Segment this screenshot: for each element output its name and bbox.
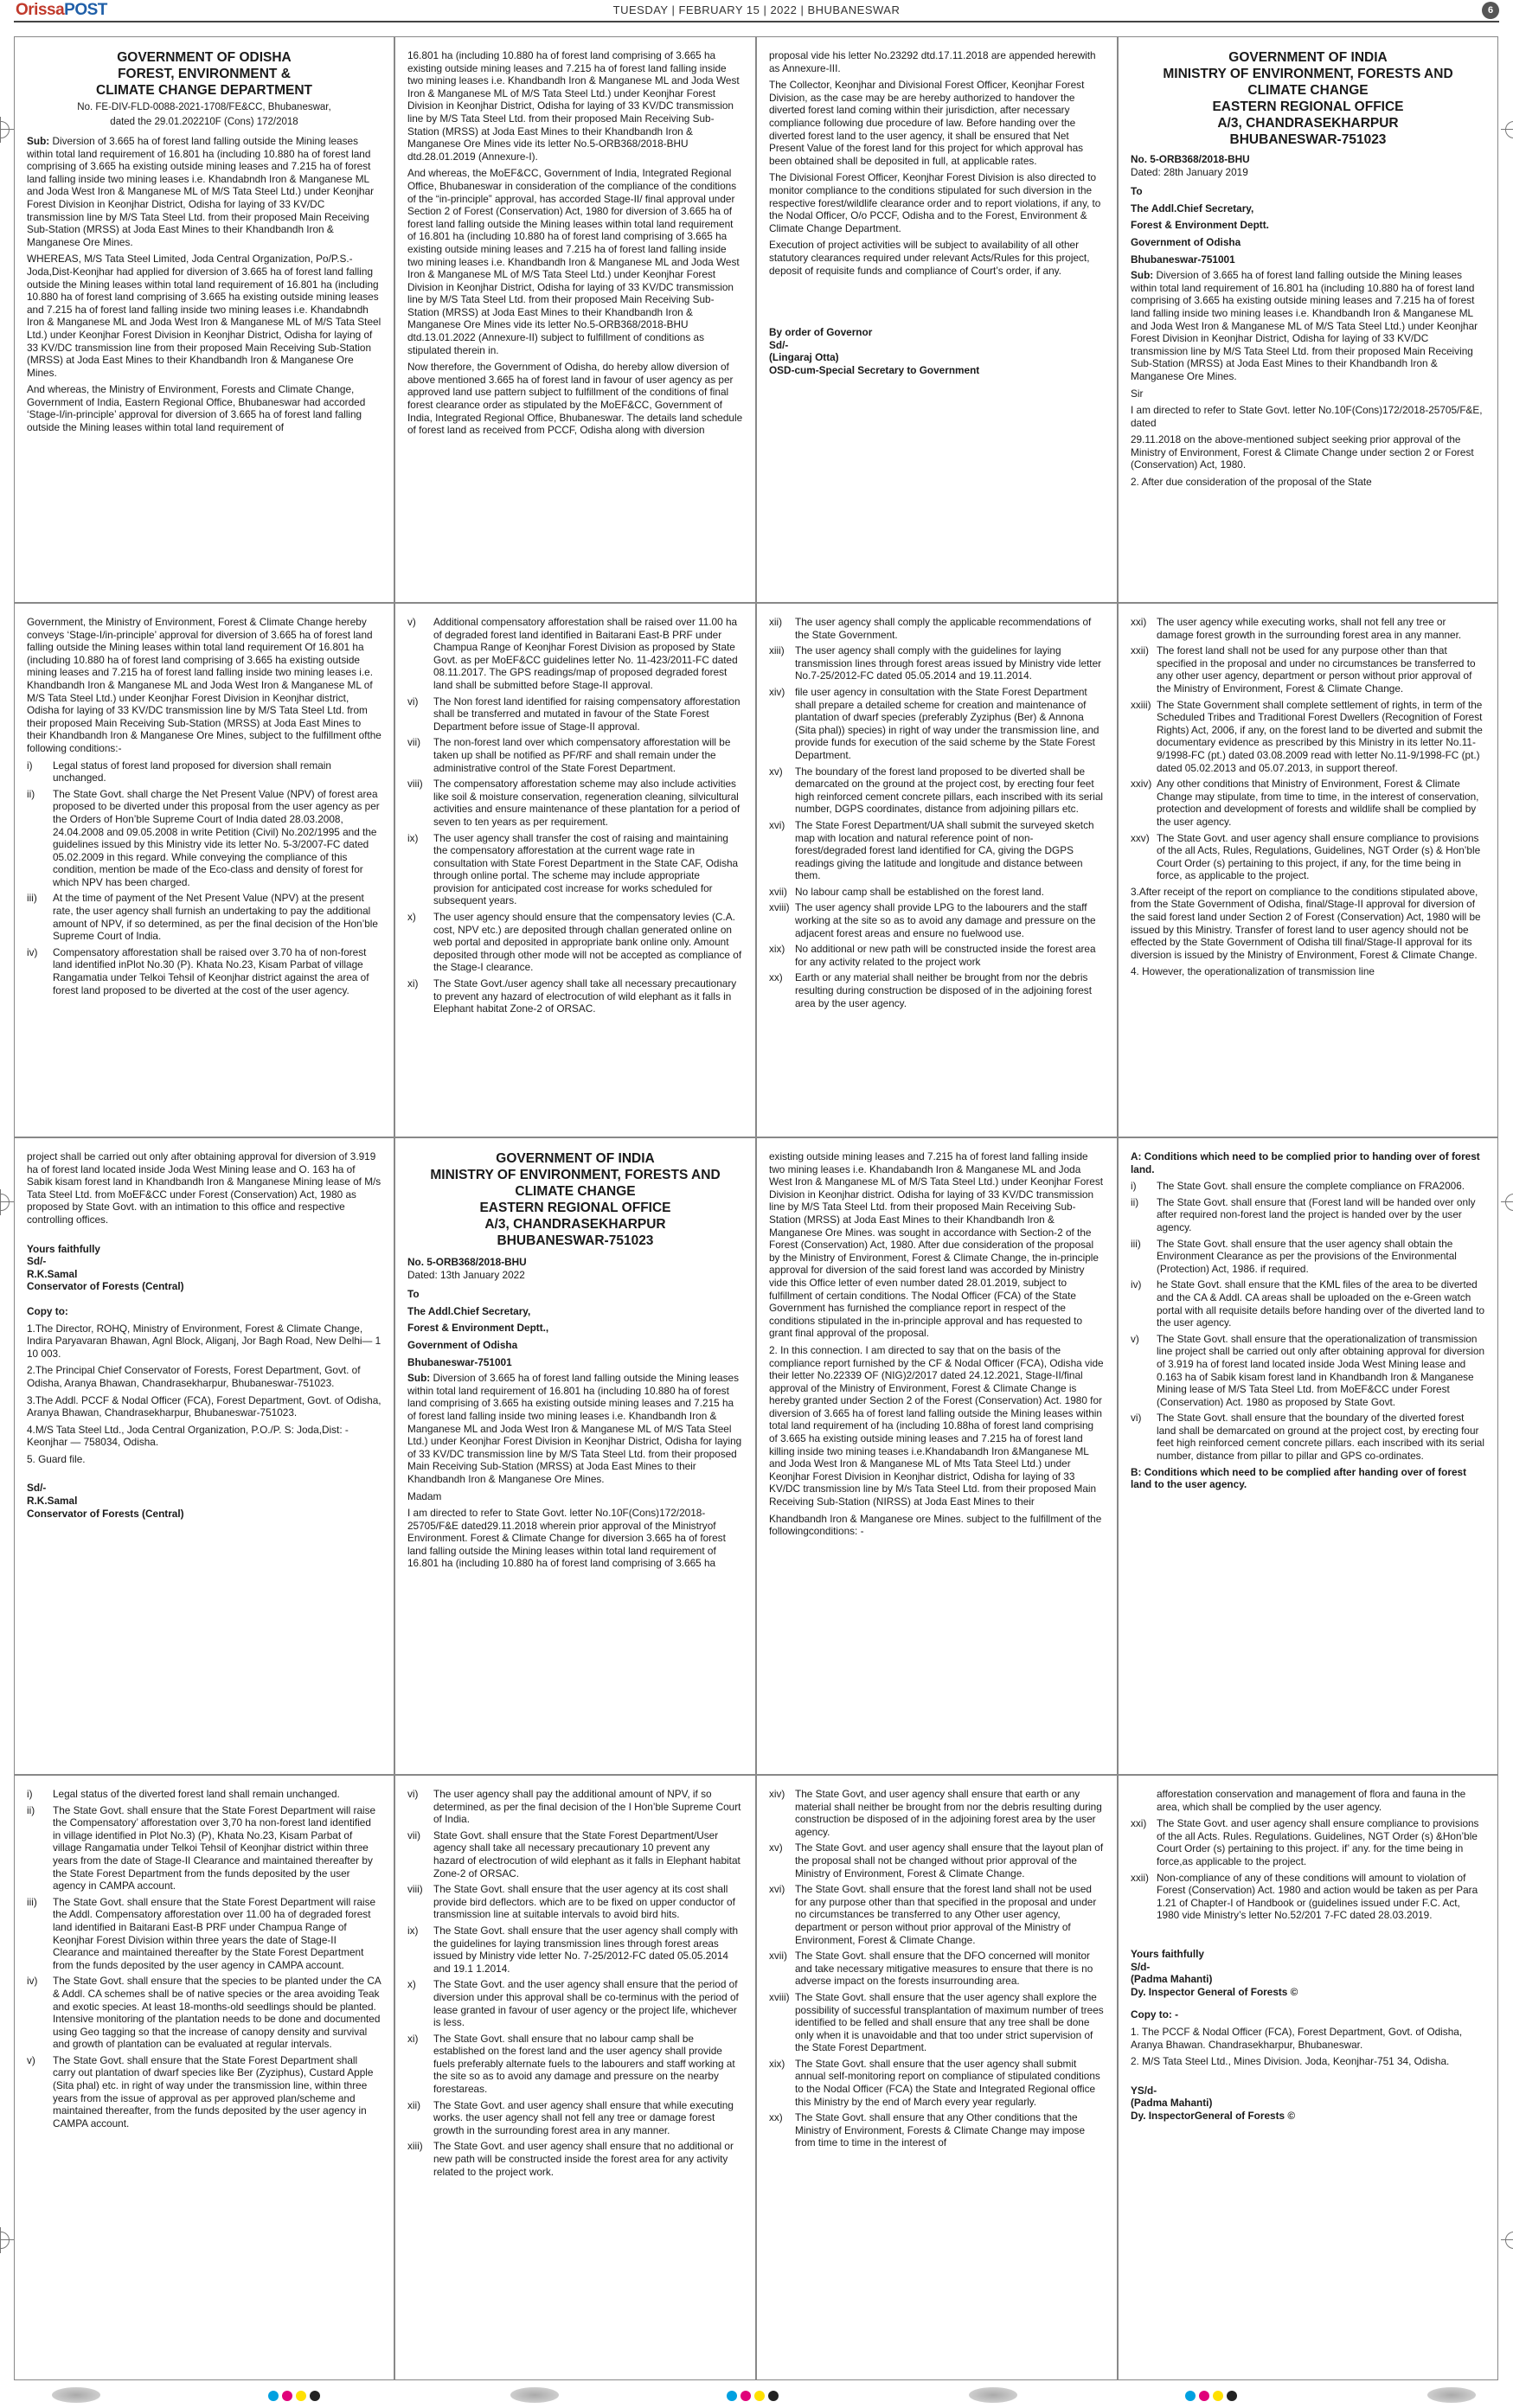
copy-item: 5. Guard file. [27, 1452, 86, 1465]
block4-para-1: I am directed to refer to State Govt. letter No.10F(Cons)172/2018-25705/F&E, dated [1131, 404, 1483, 429]
crop-mark-icon [0, 1194, 10, 1211]
magenta-dot-icon [1199, 2391, 1209, 2401]
letter-moef-2019-conditions [14, 603, 394, 1137]
block12-list [1131, 1180, 1485, 1462]
block8-para-2: 4. However, the operationalization of transmission line [1131, 965, 1375, 978]
list-item: iv) The State Govt. shall ensure that the species to be planted under the CA & Addl. CA schemes shall be of native species or the area avoiding Teak and exotic species. At least 18-months-old seedlings should be planted. Intensive monitoring of the plantation needs to be done and documented using Geo tagging so that the increase of canopy density and survival and growth of plantation can be evaluated at regular intervals. [27, 1975, 381, 2051]
list-item: iv) Compensatory afforestation shall be raised over 3.70 ha of non-forest land identified inPlot No.30 (P). Khata No.23, Kisam Parbat of village Rangamatia under Telkoi Tehsil of Keonjhar district against the area of forest land proposed to be diverted at the cost of the user agency. [27, 945, 369, 996]
crop-mark-icon [0, 121, 10, 138]
block3-para-2: The Collector, Keonjhar and Divisional Forest Officer, Keonjhar Forest Division, as the case may be are hereby authorized to handover the diverted forest land coming within their jurisdiction, after necessary compliance following due procedure of law. Before handing over the diverted forest land to the user agency, it shall be ensured that Net Present Value of the forest land for this project for which approval has been obtained shall be deposited in full, at applicable rates. [769, 79, 1085, 167]
letter-moef-2022-conditions-b2 [394, 1775, 756, 2380]
copy-to-label: Copy to: - [1131, 2008, 1179, 2021]
black-dot-icon [1227, 2391, 1237, 2401]
masthead-rule [14, 21, 1499, 22]
block16-list [1131, 1817, 1485, 1922]
letter-moef-2022-conditions-b3 [756, 1775, 1118, 2380]
list-item: xxii) The forest land shall not be used for any purpose other than that specified in the proposal and under no circumstances be transferred to any other user agency, department or person without prior approval of the Ministry of Environment, Forest & Climate Change. [1131, 644, 1476, 695]
list-item: ii) The State Govt. shall charge the Net Present Value (NPV) of forest area proposed to be diverted under this proposal from the user agency as per the Orders of Hon’ble Supreme Court of India dated 28.03.2008, 24.04.2008 and 09.05.2008 in write Petition (Civil) No.202/1995 and the guidelines issued by this Ministry vide its letter No. 5-3/2007-FC dated 05.02.2009 in this regard. While conveying the compliance of this condition, mention be made of the Eco-class and density of forest for which NPV has been charged. [27, 787, 380, 888]
yellow-dot-icon [754, 2391, 765, 2401]
list-item: xii) The State Govt. and user agency shall ensure that while executing works. the user agency shall not fell any tree or damage forest growth in the surrounding forest area in any manner. [407, 2098, 734, 2136]
black-dot-icon [768, 2391, 779, 2401]
list-item: x) The user agency should ensure that the compensatory levies (C.A. cost, NPV etc.) are deposited through challan generated online on web portal and deposited in appropriate bank online only. Amount deposited through other mode will not be accepted as compliance of the Stage-I clearance. [407, 911, 742, 974]
magenta-dot-icon [740, 2391, 751, 2401]
list-item: xv) The State Govt. and user agency shall ensure that the layout plan of the proposal shall not be changed without prior approval of the Ministry of Environment, Forest & Climate Change. [769, 1841, 1104, 1880]
cyan-dot-icon [727, 2391, 737, 2401]
list-item: xvii) The State Govt. shall ensure that the DFO concerned will monitor and take necessary mitigative measures to ensure that there is no adverse impact on the forests insurrounding area. [769, 1950, 1093, 1988]
copy-item: 4.M/S Tata Steel Ltd., Joda Central Organization, P.O./P. S: Joda,Dist: -Keonjhar — 758034, Odisha. [27, 1423, 349, 1449]
masthead [0, 0, 1513, 22]
list-item: xxii) Non-compliance of any of these conditions will amount to violation of Forest (Conservation) Act. 1980 and action would be taken as per Para 1.21 of Chapter-I of Handbook or (guidelines issued under F.C. Act, 1980 vide Ministry’s letter No.52/201 7-FC dated 28.03.2019. [1131, 1871, 1478, 1922]
copy-item: 1. The PCCF & Nodal Officer (FCA), Forest Department, Govt. of Odisha, Aranya Bhawan. Chandrasekharpur, Bhubaneswar. [1131, 2025, 1463, 2051]
black-dot-icon [310, 2391, 320, 2401]
list-item: viii) The compensatory afforestation scheme may also include activities like soil & moisture conservation, regeneration cleaning, silvicultural activities and ensure maintenance of these plantation for a period of seven to ten years as per requirement. [407, 778, 740, 828]
list-item: xviii) The user agency shall provide LPG to the labourers and the staff working at the site so as to avoid any damage and pressure on the adjacent forest areas and ensure no fuelwood use. [769, 901, 1096, 939]
crop-mark-icon [1505, 2232, 1513, 2249]
list-item: xxi) The State Govt. and user agency shall ensure compliance to provisions of the all Acts. Rules. Regulations. Guidelines, NGT Order (s) &Hon’ble Court Order (s) pertaining to this project. if’ any. for the time being in force,as applicable to the project. [1131, 1817, 1479, 1867]
list-item: vii) The non-forest land over which compensatory afforestation will be taken up shall be notified as PF/RF and shall remain under the administrative control of the State Forest Department. [407, 736, 731, 774]
list-item: ix) The State Govt. shall ensure that the user agency shall comply with the guidelines for laying transmission lines through forest areas issued by Ministry vide letter No. 7-25/2012-FC dated 05.05.2014 and 19.1 1.2014. [407, 1924, 739, 1975]
list-item: xix) No additional or new path will be constructed inside the forest area for any activity related to the project work [769, 943, 1096, 968]
list-item: xvi) The State Govt. shall ensure that the forest land shall not be used for any purpose other than that specified in the proposal and under no circumstances be transferred to any Other user agency, department or person without prior approval of the Ministry of Environment, Forest & Climate Change. [769, 1883, 1097, 1946]
letter-moef-2019-signoff: project shall be carried out only after obtaining approval for diversion of 3.919 ha of forest land located inside Joda West Mining lease and O. 163 ha of Sabik kisam forest land in Khandbandh Iron & Manganese Mining lease of M/s Tata Steel Ltd. from MoEF&CC under Forest (Conservation) Act, 1980 as proposed by State Govt. with an intimation to this office and respective controlling offices. Yours faithfully Sd/- R.K.Samal Conservator of Forests (Central) Copy to: 1.The Director, ROHQ, Ministry of Environment, Forest & Climate Change, Indira Paryavaran Bhawan, Agnl Block, Aliganj, Jor Bagh Road, New Delhi— 1 10 003. 2.The Principal Chief Conservator of Forests, Forest Department, Govt. of Odisha, Aranya Bhawan, Chandrasekharpur, Bhubaneswar-751023. 3.The Addl. PCCF & Nodal Officer (FCA), Forest Department, Govt. of Odisha, Aranya Bhawan, Chandrasekharpur, Bhubaneswar-751023. 4.M/S Tata Steel Ltd., Joda Central Organization, P.O./P. S: Joda,Dist: -Keonjhar — 758034, Odisha. 5. Guard file. Sd/- R.K.Samal Conservator of Forests (Central) [14, 1137, 394, 1775]
letter-moef-2022-conditions-a [1118, 1137, 1498, 1775]
block1-para-2: And whereas, the Ministry of Environment, Forests and Climate Change, Government of India, Eastern Regional Office, Bhubaneswar had accorded ‘Stage-I/in-principle’ approval for diversion of 3.665 ha of forest land falling outside the Mining leases within total land requirement of [27, 383, 366, 434]
letter-moef-2022-cont [756, 1137, 1118, 1775]
signature-line: By order of Governor [769, 326, 873, 339]
list-item: xxiv) Any other conditions that Ministry of Environment, Forest & Climate Change may stipulate, from time to time, in the interest of conservation, protection and development of forests and wildlife shall be complied by the user agency. [1131, 778, 1479, 828]
list-item: iii) The State Govt. shall ensure that the user agency shall obtain the Environment Clearance as per the provisions of the Environmental (Protection) Act, 1986. if required. [1131, 1237, 1457, 1275]
block1-ref-dated: dated the 29.01.202210F (Cons) 172/2018 [110, 117, 298, 127]
block16-para-1: afforestation conservation and management of flora and fauna in the area, which shall be complied by the user agency. [1157, 1788, 1466, 1813]
block9-para-1: project shall be carried out only after obtaining approval for diversion of 3.919 ha of forest land located inside Joda West Mining lease and O. 163 ha of Sabik kisam forest land in Khandbandh Iron & Manganese Mining lease of M/s Tata Steel Ltd. from MoEF&CC under Forest (Conservation) Act, 1980 as proposed by State Govt. with an intimation to this office and respective controlling offices. [27, 1150, 381, 1226]
list-item: xx) Earth or any material shall neither be brought from nor the debris resulting during construction be disposed of in the adjoining forest area by the user agency. [769, 971, 1092, 1009]
crop-mark-icon [1505, 1194, 1513, 1211]
block1-heading: GOVERNMENT OF ODISHA FOREST, ENVIRONMENT & CLIMATE CHANGE DEPARTMENT [96, 50, 312, 98]
block7-list [769, 616, 1105, 1009]
signature-line: OSD-cum-Special Secretary to Government [769, 363, 980, 376]
notice-odisha-order-end [756, 36, 1118, 603]
cyan-dot-icon [1185, 2391, 1196, 2401]
list-item: xix) The State Govt. shall ensure that the user agency shall submit annual self-monitoring report on compliance of stipulated conditions to the Nodal Officer (FCA) the State and Integrated Regional office this Ministry by the end of March every year regularly. [769, 2057, 1100, 2108]
list-item: xii) The user agency shall comply the applicable recommendations of the State Government. [769, 616, 1092, 641]
block8-para-1: 3.After receipt of the report on compliance to the conditions stipulated above, from the State Government of Odisha, final/Stage-II approval for diversion of the said forest land under Section 2 of Forest (Conservation) Act, 1980 will be issued by this Ministry. Transfer of forest land to user agency should not be effected by the State Government of Odisha till final/Stage-II approval for its diversion is issued by the Ministry of Environment, Forest & Climate Change. [1131, 885, 1481, 961]
copy-item: 1.The Director, ROHQ, Ministry of Environment, Forest & Climate Change, Indira Paryavaran Bhawan, Agnl Block, Aliganj, Jor Bagh Road, New Delhi— 1 10 003. [27, 1322, 381, 1360]
signature-line: (Lingaraj Otta) [769, 351, 839, 364]
block10-heading: GOVERNMENT OF INDIA MINISTRY OF ENVIRONMENT, FORESTS AND CLIMATE CHANGE EASTERN REGIONAL OFFICE A/3, CHANDRASEKHARPUR BHUBANESWAR-751023 [430, 1151, 721, 1248]
list-item: vi) The State Govt. shall ensure that the boundary of the diverted forest land shall be demarcated on ground at the project cost, by erecting four feet high reinforced cement concrete pillars. each inscribed with its serial number, distance from pillar to pillar and GPS co-ordinates. [1131, 1412, 1484, 1463]
list-item: xi) The State Govt./user agency shall take all necessary precautionary to prevent any hazard of electrocution of wild elephant as it falls in Elephant habitat Zone-2 of ORSAC. [407, 977, 737, 1015]
crop-mark-icon [0, 2232, 10, 2249]
yellow-dot-icon [1213, 2391, 1223, 2401]
list-item: iii) At the time of payment of the Net Present Value (NPV) at the present rate, the user agency shall furnish an undertaking to pay the additional amount of NPV, if so determined, as per the final decision of the Hon’ble Supreme Court of India. [27, 892, 378, 943]
list-item: vi) The Non forest land identified for raising compensatory afforestation shall be transferred and mutated in favour of the State Forest Department before issue of Stage-II approval. [407, 695, 740, 733]
section-b-heading: B: Conditions which need to be complied after handing over of forest land to the user agency. [1131, 1465, 1467, 1491]
block1-ref: No. FE-DIV-FLD-0088-2021-1708/FE&CC, Bhubaneswar, [77, 102, 331, 112]
list-item: xx) The State Govt. shall ensure that any Other conditions that the Ministry of Environment, Forests & Climate Change may impose from time to time in the interest of [769, 2111, 1086, 2149]
newspaper-logo: OrissaPOST [16, 1, 107, 19]
letter-moef-2022: GOVERNMENT OF INDIA MINISTRY OF ENVIRONMENT, FORESTS AND CLIMATE CHANGE EASTERN REGIONAL OFFICE A/3, CHANDRASEKHARPUR BHUBANESWAR-751023 No. 5-ORB368/2018-BHU Dated: 13th January 2022 To The Addl.Chief Secretary, Forest & Environment Deptt., Government of Odisha Bhubaneswar-751001 Sub: Diversion of 3.665 ha of forest land falling outside the Mining leases within total land requirement of 16.801 ha (including 10.880 ha of forest land comprising of 3.665 ha existing outside mining leases and 7.215 ha of forest land falling inside two mining leases i.e. Khandbandh Iron & Manganese ML and Joda West Iron & Manganese ML of M/S Tata Steel Ltd.) under Keonjhar Forest Division in Keonjhar District, Odisha for laying of 33 KV/DC transmission line by M/S Tata Steel Ltd. from their proposed Main Receiving Sub-Station (MRSS) at Joda East Mines to their Khandbandh Iron & Manganese Ore Mines. Madam I am directed to refer to State Govt. letter No.10F(Cons)172/2018-25705/F&E dated29.11.2018 wherein prior approval of the Ministryof Environment. Forest & Climate Change for diversion 3.665 ha of forest land falling outside the Mining leases within total land requirement of 16.801 ha (including 10.880 ha of forest land comprising of 3.665 ha [394, 1137, 756, 1775]
block4-para-3: 2. After due consideration of the proposal of the State [1131, 476, 1372, 489]
block4-ref: No. 5-ORB368/2018-BHU [1131, 153, 1250, 165]
registration-oval-icon [52, 2387, 100, 2403]
list-item: xiv) The State Govt, and user agency shall ensure that earth or any material shall neither be brought from nor the debris resulting during construction be disposed of in the adjoining forest area by the user agency. [769, 1788, 1102, 1838]
block8-list [1131, 616, 1485, 882]
list-item: xxi) The user agency while executing works, shall not fell any tree or damage forest growth in the surrounding forest area in any manner. [1131, 616, 1462, 641]
block6-list [407, 616, 743, 1015]
list-item: viii) The State Govt. shall ensure that the user agency at its cost shall provide bird deflectors. which are to be fixed on upper conductor of transmission line at suitable intervals to avoid bird hits. [407, 1883, 735, 1921]
list-item: xi) The State Govt. shall ensure that no labour camp shall be established on the forest land and the user agency shall provide fuels preferably alternate fuels to the labourers and staff working at the site so as to avoid any damage and pressure on the nearby forestareas. [407, 2032, 735, 2096]
list-item: i) Legal status of the diverted forest land shall remain unchanged. [27, 1788, 340, 1800]
block5-para-1: Government, the Ministry of Environment, Forest & Climate Change hereby conveys ‘Stage-I/in-principle’ approval for diversion of 3.665 ha of forest land falling outside the Mining leases within total land requirement Of 16.801 ha (including 10.880 ha of forest land comprising of 3.665 ha existing outside mining leases and 7.215 ha of forest land falling inside two mining leases i.e. Khandbandh Iron & Manganese ML and Joda West Iron & Manganese ML of M/S Tata Steel Ltd.) under Keonjhar Forest Division in Keonjhar district, Odisha for laying of 33 KV/DC transmission line by M/S Tata Steel Ltd. from their proposed Main Receiving Sub-Station (MRSS) at Joda East Mines to their Khandbandh Iron & Manganese Ore Mines, subject to the fulfillment ofthe following conditions:- [27, 616, 381, 754]
registration-oval-icon [969, 2387, 1017, 2403]
section-a-heading: A: Conditions which need to be complied prior to handing over of forest land. [1131, 1150, 1480, 1175]
copy-item: 2. M/S Tata Steel Ltd., Mines Division. Joda, Keonjhar-751 34, Odisha. [1131, 2055, 1450, 2068]
list-item: xviii) The State Govt. shall ensure that the user agency shall explore the possibility of successful transplantation of maximum number of trees identified to be felled and shall ensure that any tree shall be done only when it is unavoidable and that too under strict supervision of the State Forest Department. [769, 1990, 1104, 2054]
letter-moef-2022-conditions-b1 [14, 1775, 394, 2380]
block5-list [27, 759, 381, 997]
letter-moef-2022-signoff: afforestation conservation and management of flora and fauna in the area, which shall be complied by the user agency. xxi) The State Govt. and user agency shall ensure compliance to provisions of the all Acts. Rules. Regulations. Guidelines, NGT Order (s) &Hon’ble Court Order (s) pertaining to this project. if’ any. for the time being in force,as applicable to the project. xxii) Non-compliance of any of these conditions will amount to violation of Forest (Conservation) Act. 1980 and action would be taken as per Para 1.21 of Chapter-I of Handbook or (guidelines issued under F.C. Act, 1980 vide Ministry’s letter No.52/201 7-FC dated 28.03.2019. Yours faithfully S/d- (Padma Mahanti) Dy. Inspector General of Forests © Copy to: - 1. The PCCF & Nodal Officer (FCA), Forest Department, Govt. of Odisha, Aranya Bhawan. Chandrasekharpur, Bhubaneswar. 2. M/S Tata Steel Ltd., Mines Division. Joda, Keonjhar-751 34, Odisha. YS/d- (Padma Mahanti) Dy. InspectorGeneral of Forests © [1118, 1775, 1498, 2380]
signature-line: Sd/- [769, 338, 789, 351]
block3-para-1: proposal vide his letter No.23292 dtd.17.11.2018 are appended herewith as Annexure-III. [769, 49, 1096, 74]
list-item: ii) The State Govt. shall ensure that (Forest land will be handed over only after required non-forest land the project is handed over by the user agency. [1131, 1195, 1476, 1233]
letter-moef-2019-conditions-3 [756, 603, 1118, 1137]
block4-subject: Sub: Diversion of 3.665 ha of forest land falling outside the Mining leases within total land requirement of 16.801 ha (including 10.880 ha of forest land comprising of 3.665 ha existing outside mining leases and 7.215 ha of forest land falling inside two mining leases i.e. Khandbandh Iron & Manganese ML and Joda West Iron & Manganese ML of M/S Tata Steel Ltd.) under Keonjhar Forest Division in Keonjhar District, Odisha for laying of 33 KV/DC transmission line by M/S Tata Steel Ltd. from their proposed Main Receiving Sub-Station (MRSS) at Joda East Mines to their Khandbandh Iron & Manganese Ore Mines. [1131, 269, 1478, 382]
list-item: v) The State Govt. shall ensure that the operationalization of transmission line project shall be carried out only after obtaining approval for diversion of 3.919 ha of forest land located inside Joda West Mining lease and 0.163 ha of Sabik kisam forest land in Khandbandh Iron & Manganese Mining lease of M/S Tata Steel Ltd. from MoEF&CC under Forest (Conservation) Act. 1980 as proposed by State Govt. [1131, 1332, 1485, 1408]
print-registration-marks [0, 2382, 1513, 2408]
block3-para-4: Execution of project activities will be subject to availability of all other statutory clearances required under relevant Acts/Rules for this project, deposit of requisite funds and compliance of Court’s order, if any. [769, 239, 1090, 277]
block10-para-1: I am directed to refer to State Govt. letter No.10F(Cons)172/2018-25705/F&E dated29.11.2018 wherein prior approval of the Ministryof Environment. Forest & Climate Change for diversion 3.665 ha of forest land falling outside the Mining leases within total land requirement of 16.801 ha (including 10.880 ha of forest land comprising of 3.665 ha [407, 1507, 726, 1570]
list-item: xiii) The user agency shall comply with the guidelines for laying transmission lines through forest areas issued by Ministry vide letter No.7-25/2012-FC dated 05.05.2014 and 19.11.2014. [769, 644, 1102, 682]
block10-subject: Sub: Diversion of 3.665 ha of forest land falling outside the Mining leases within total land requirement of 16.801 ha (including 10.880 ha of forest land comprising of 3.665 ha existing outside mining leases and 7.215 ha of forest land falling inside two mining leases i.e. Khandbandh Iron & Manganese ML and Joda West Iron & Manganese ML of M/S Tata Steel Ltd.) under Keonjhar Forest Division in Keonjhar District, Odisha for laying of 33 KV/DC transmission line by M/S Tata Steel Ltd. from their proposed Main Receiving Sub-Station (MRSS) at Joda East Mines to their Khandbandh Iron & Manganese Ore Mines. [407, 1372, 742, 1485]
list-item: xxiii) The State Government shall complete settlement of rights, in term of the Scheduled Tribes and Traditional Forest Dwellers (Recognition of Forest Rights) Act, 2006, if any, on the forest land to be diverted and submit the documentary evidence as prescribed by this Ministry in its letter No.11-9/1998-FC (pt.) dated 03.08.2009 read with letter No.11-9/1998-FC (pt.) dated 05.02.2013 and 05.07.2013, in support thereof. [1131, 698, 1483, 774]
list-item: x) The State Govt. and the user agency shall ensure that the period of diversion under this approval shall be co-terminus with the period of lease granted in favour of user agency or the project life, whichever is less. [407, 1978, 739, 2029]
crop-mark-icon [1505, 121, 1513, 138]
list-item: v) The State Govt. shall ensure that the State Forest Department shall carry out plantation of dwarf species like Ber (Zyziphus), Custard Apple (Sita phal) etc. in right of way under the transmission line, within three years from the issue of approval as per approved plan/scheme and maintained thereafter, from the funds deposited by the user agency in CAMPA account. [27, 2053, 374, 2129]
list-item: i) The State Govt. shall ensure the complete compliance on FRA2006. [1131, 1180, 1465, 1193]
block2-para-3: Now therefore, the Government of Odisha, do hereby allow diversion of above mentioned 3.665 ha of forest land in favour of user agency as per approved land use pattern subject to fulfillment of the conditions of final forest clearance order as stipulated by the MoEF&CC, Government of India, Integrated Regional Office, Bhubaneswar. The details land schedule of forest land as received from PCCF, Odisha along with diversion [407, 361, 743, 437]
list-item: i) Legal status of forest land proposed for diversion shall remain unchanged. [27, 759, 331, 785]
copy-to-label: Copy to: [27, 1304, 68, 1317]
list-item: iv) he State Govt. shall ensure that the KML files of the area to be diverted and the CA & Addl. CA areas shall be uploaded on the e-Green watch portal with all requisite details before handing over of the diverted land to the user agency. [1131, 1278, 1485, 1329]
list-item: xvi) The State Forest Department/UA shall submit the surveyed sketch map with location and natural reference point of non-forest/degraded forest land identified for CA, giving the DGPS readings giving the latitude and longitude and distance between them. [769, 818, 1094, 882]
block11-para-2: 2. In this connection. I am directed to say that on the basis of the compliance report furnished by the CF & Nodal Officer (FCA), Odisha vide their letter No.22339 OF (NIG)2/2017 dated 24.12.2021, Stage-II/final approval of the Ministry of Environment, Forest & Climate Change is hereby granted under Section 2 of the Forest (Conservation) Act. 1980 for diversion of 3.665 ha of forest land falling outside the Mining leases within total land requirement of ha (including 10.88ha of forest land comprising of 3.665 ha existing outside mining leases and 7.215 ha of forest land killing inside two mining teases i.e.Khandabandh Iron &Manganese ML and Joda West Iron & Manganese ML of Mts Tata Steel Ltd.) under Keonjhar Forest Division in Keonjhar district, Odisha for laying of 33 KV/DC transmission line by M/s Tata Steel Ltd. from their proposed Main Receiving Sub-Station (NIRSS) at Joda East Mines to their [769, 1343, 1104, 1508]
list-item: vi) The user agency shall pay the additional amount of NPV, if so determined, as per the final decision of the I Hon’ble Supreme Court of India. [407, 1788, 741, 1826]
letter-moef-2019: GOVERNMENT OF INDIA MINISTRY OF ENVIRONMENT, FORESTS AND CLIMATE CHANGE EASTERN REGIONAL OFFICE A/3, CHANDRASEKHARPUR BHUBANESWAR-751023 No. 5-ORB368/2018-BHU Dated: 28th January 2019 To The Addl.Chief Secretary, Forest & Environment Deptt. Government of Odisha Bhubaneswar-751001 Sub: Diversion of 3.665 ha of forest land falling outside the Mining leases within total land requirement of 16.801 ha (including 10.880 ha of forest land comprising of 3.665 ha existing outside mining leases and 7.215 ha of forest land falling inside two mining leases i.e. Khandbandh Iron & Manganese ML and Joda West Iron & Manganese ML of M/S Tata Steel Ltd.) under Keonjhar Forest Division in Keonjhar District, Odisha for laying of 33 KV/DC transmission line by M/S Tata Steel Ltd. from their proposed Main Receiving Sub-Station (MRSS) at Joda East Mines to their Khandbandh Iron & Manganese Ore Mines. Sir I am directed to refer to State Govt. letter No.10F(Cons)172/2018-25705/F&E, dated 29.11.2018 on the above-mentioned subject seeking prior approval of the Ministry of Environment, Forest & Climate Change under section 2 or Forest (Conservation) Act, 1980. 2. After due consideration of the proposal of the State [1118, 36, 1498, 603]
list-item: vii) State Govt. shall ensure that the State Forest Department/User agency shall take all necessary precautionary 10 prevent any hazard of electrocution of wild elephant as it falls in Elephant habitat Zone-2 of ORSAC. [407, 1828, 740, 1880]
list-item: xxv) The State Govt. and user agency shall ensure compliance to provisions of the all Acts, Rules, Regulations, Guidelines, NGT Order (s) & Hon’ble Court Order (s) pertaining to this project, if any, for the time being in force, as applicable to the project. [1131, 831, 1481, 882]
list-item: ii) The State Govt. shall ensure that the State Forest Department will raise the Compensatory’ afforestation over 3,70 ha non-forest land identified in village identified in Plot No.3) (P), Khata No.23, Kisam Parbat of village Rangamatia under Telkoi Tehsil of Keonjhar district within three years from the date of Stage-II Clearance and maintained thereafter by the State Forest Department from the funds deposited by the user agency in CAMPA account. [27, 1803, 376, 1892]
block3-para-3: The Divisional Forest Officer, Keonjhar Forest Division is also directed to monitor compliance to the conditions stipulated for such diversion in the respective forest/wildlife clearance order and to report violations, if any, to the Nodal Officer, O/o PCCF, Odisha and to the Forest, Environment & Climate Change Department. [769, 171, 1101, 234]
block15-list [769, 1788, 1105, 2149]
registration-oval-icon [510, 2387, 559, 2403]
list-item: ix) The user agency shall transfer the cost of raising and maintaining the compensatory afforestation at the current wage rate in consultation with State Forest Department in the State CAF, Odisha through online portal. The scheme may include appropriate provision for anticipated cost increase for works scheduled for subsequent years. [407, 831, 739, 907]
block1-para-1: WHEREAS, M/S Tata Steel Limited, Joda Central Organization, Po/P.S.-Joda,Dist-Keonjhar had applied for diversion of 3.665 ha of forest land falling outside the Mining leases within total land requirement of 16.801 ha (including 10.880 ha of forest land comprising of 3.665 ha existing outside mining leases and 7.215 ha of forest land falling inside two mining leases i.e. Khandabndh Iron & Manganese ML and Joda West Iron & Manganese ML of M/S Tata Steel Ltd.) under Keonjhar Forest Division in Keonjhar District, Odisha for laying of 33 KV/DC transmission line from their proposed Main Receiving Sub-Station (MRSS) at Joda East Mines to their Khandbandh Iron & Manganese Ore Mines. [27, 253, 381, 379]
notice-odisha-order [14, 36, 394, 603]
block4-to: To [1131, 185, 1143, 198]
block14-list [407, 1788, 743, 2178]
list-item: xvii) No labour camp shall be established on the forest land. [769, 885, 1044, 898]
copy-item: 2.The Principal Chief Conservator of Forests, Forest Department, Govt. of Odisha, Aranya Bhawan, Chandrasekharpur, Bhubaneswar-751023. [27, 1364, 361, 1389]
notice-odisha-order-cont [394, 36, 756, 603]
page-number: 6 [1482, 2, 1499, 19]
letter-moef-2019-conditions-2 [394, 603, 756, 1137]
block11-para-3: Khandbandh Iron & Manganese ore Mines. subject to the fulfillment of the followingconditions: - [769, 1512, 1102, 1538]
registration-oval-icon [1427, 2387, 1476, 2403]
list-item: xiii) The State Govt. and user agency shall ensure that no additional or new path will be constructed inside the forest area for any activity related to the project work. [407, 2140, 734, 2178]
block2-para-1: 16.801 ha (including 10.880 ha of forest land comprising of 3.665 ha existing outside mining leases and 7.215 ha of forest land falling inside two mining leases i.e. Khandbandh Iron & Manganese ML and Joda West Iron & Manganese ML of M/S Tata Steel Ltd.) under Keonjhar Forest Division in Keonjhar District, Odisha for laying of 33 KV/DC transmission line by M/S Tata Steel Ltd. from their proposed Main Receiving Sub-Station (MRSS) at Joda East Mines to their Khandbandh Iron & Manganese Ore Mines vide its letter No.5-ORB368/2018-BHU dtd.28.01.2019 (Annexure-I). [407, 49, 740, 163]
copy-item: 3.The Addl. PCCF & Nodal Officer (FCA), Forest Department, Govt. of Odisha, Aranya Bhawan, Chandrasekharpur, Bhubaneswar-751023. [27, 1393, 381, 1419]
magenta-dot-icon [282, 2391, 292, 2401]
yellow-dot-icon [296, 2391, 306, 2401]
block13-list [27, 1788, 381, 2129]
dateline: TUESDAY | FEBRUARY 15 | 2022 | BHUBANESWAR [612, 3, 901, 16]
block4-para-2: 29.11.2018 on the above-mentioned subject seeking prior approval of the Ministry of Environment, Forest & Climate Change under section 2 or Forest (Conservation) Act, 1980. [1131, 433, 1474, 471]
block4-dated: Dated: 28th January 2019 [1131, 165, 1248, 178]
block1-subject: Sub: Diversion of 3.665 ha of forest land falling outside the Mining leases within total land requirement of 16.801 ha (including 10.880 ha of forest land comprising of 3.665 ha existing outside mining leases and 7.215 ha of forest land falling inside two mining leases i.e. Khandabndh Iron & Manganese ML and Joda West Iron & Manganese ML of M/S Tata Steel Ltd.) under Keonjhar Forest Division in Keonjhar District, Odisha for laying of 33 KV/DC transmission line by M/S Tata Steel Ltd. from their proposed Main Receiving Sub-Station (MRSS) at Joda East Mines to their Khandbandh Iron & Manganese Ore Mines. [27, 135, 375, 248]
list-item: v) Additional compensatory afforestation shall be raised over 11.00 ha of degraded forest land identified in Baitarani East-B PRF under Champua Range of Keonjhar Forest Division as proposed by State Govt. as per MoEF&CC guidelines letter No. 11-423/2011-FC dated 08.11.2017. The GPS readings/map of proposed degraded forest land shall be submitted before Stage-II approval. [407, 616, 738, 691]
list-item: xv) The boundary of the forest land proposed to be diverted shall be demarcated on the ground at the project cost, by erecting four feet high reinforced cement concrete pillars, each inscribed with its serial number, DGPS coordinates, distance from adjoining pillars etc. [769, 765, 1104, 816]
list-item: iii) The State Govt. shall ensure that the State Forest Department will raise the Addl. Compensatory afforestation over 11.00 ha of degraded forest land identified in Baitarani East-B PRF under Champua Range of Keonjhar Forest Division within three years the date of Stage-II Clearance and maintained thereafter by the State Forest Department from the funds deposited by the user agency in CAMPA account. [27, 1895, 376, 1971]
block4-heading: GOVERNMENT OF INDIA MINISTRY OF ENVIRONMENT, FORESTS AND CLIMATE CHANGE EASTERN REGIONAL OFFICE A/3, CHANDRASEKHARPUR BHUBANESWAR-751023 [1163, 50, 1453, 147]
block2-para-2: And whereas, the MoEF&CC, Government of India, Integrated Regional Office, Bhubaneswar in consideration of the compliance of the conditions of the “in-principle” approval, has accorded Stage-II/ final approval under Section 2 of Forest (Conservation) Act, 1980 for diversion of 3.665 ha of forest land falling outside the Mining leases within total land requirement of 16.801 ha (including 10.880 ha of forest land comprising of 3.665 ha existing outside mining leases and 7.215 ha of forest land falling inside two mining leases i.e. Khandbandh Iron & Manganese ML and Joda West Iron & Manganese ML of M/S Tata Steel Ltd.) under Keonjhar Forest Division in Keonjhar District, Odisha for laying of 33 KV/DC transmission line by M/S Tata Steel Ltd. from their proposed Main Receiving Sub-Station (MRSS) at Joda East Mines to their Khandbandh Iron & Manganese Ore Mines vide its letter No.5-ORB368/2018-BHU dtd.13.01.2022 (Annexure-II) subject to fulfillment of conditions as stipulated therein in. [407, 167, 740, 356]
block4-salute: Sir [1131, 387, 1144, 400]
letter-moef-2019-conditions-4 [1118, 603, 1498, 1137]
list-item: xiv) file user agency in consultation with the State Forest Department shall prepare a detailed scheme for creation and maintenance of plantation of dwarf species (preferably Zyziphus (Ber) & Annona (Sita phal)) species) in right of way under the transmission line, and provide funds for execution of the said scheme by the State Forest Department. [769, 685, 1099, 761]
block11-para-1: existing outside mining leases and 7.215 ha of forest land falling inside two mining leases i.e. Khandabandh Iron & Manganese ML and Joda West Iron & Manganese ML of M/S Tata Steel Ltd.) under Keonjhar Forest Division in Keonjhar district. Odisha for laying of 33 KV/DC transmission line by M/S Tata Steel Ltd. from their proposed Main Receiving Sub-Station (MRSS) at Joda East Mines to their Khandbandh Iron & Manganese Ore Mines. was sought in accordance with Section-2 of the Forest (Conservation) Act, 1980. After due consideration of the proposal by the Ministry of Environment, Forest & Climate Change, the in-principle approval for diversion of the said forest land was accorded by Ministry vide this Office letter of even number dated 28.01.2019, subject to fulfillment of certain conditions. The Nodal Officer (FCA) of the State Government has furnished the compliance report in respect of the conditions stipulated in the in-principle approval and has requested to grant final approval of the proposal. [769, 1150, 1104, 1340]
cyan-dot-icon [268, 2391, 279, 2401]
